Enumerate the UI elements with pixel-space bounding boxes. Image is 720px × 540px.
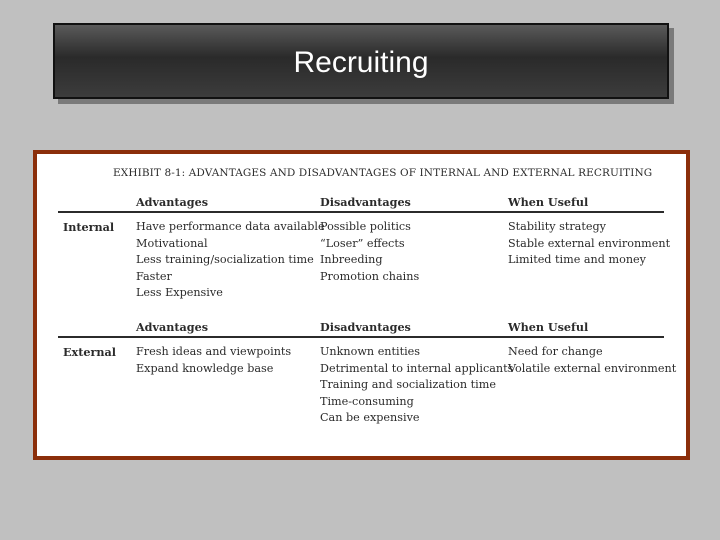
internal-when-useful-header: When Useful (508, 195, 589, 209)
list-item: Training and socialization time (320, 378, 496, 391)
external-header-rule (58, 336, 664, 338)
list-item: Motivational (136, 236, 208, 250)
list-item: Need for change (508, 345, 603, 358)
internal-advantages-header: Advantages (136, 195, 209, 209)
slide-title-bar (53, 23, 669, 99)
external-advantages-header: Advantages (136, 320, 209, 334)
list-item: Inbreeding (320, 253, 383, 266)
external-disadvantages-header: Disadvantages (320, 320, 411, 334)
list-item: Promotion chains (320, 269, 420, 283)
exhibit-caption: EXHIBIT 8-1: ADVANTAGES AND DISADVANTAGES OF INTERNAL AND EXTERNAL RECRUITING (113, 167, 653, 179)
list-item: Have performance data available (136, 220, 325, 233)
list-item: Less Expensive (136, 286, 223, 299)
list-item: Volatile external environment (508, 361, 677, 375)
list-item: Can be expensive (320, 411, 420, 424)
list-item: Faster (136, 269, 172, 283)
list-item: Fresh ideas and viewpoints (136, 345, 292, 358)
slide-title: Recruiting (293, 46, 429, 79)
list-item: Stability strategy (508, 220, 606, 233)
list-item: “Loser” effects (320, 236, 405, 250)
internal-row-label: Internal (63, 220, 115, 234)
external-row-label: External (63, 345, 117, 359)
list-item: Time-consuming (320, 394, 414, 408)
list-item: Less training/socialization time (136, 253, 314, 266)
list-item: Limited time and money (508, 253, 646, 266)
list-item: Unknown entities (320, 345, 421, 358)
internal-disadvantages-header: Disadvantages (320, 195, 411, 209)
external-when-useful-header: When Useful (508, 320, 589, 334)
list-item: Stable external environment (508, 236, 671, 250)
internal-header-rule (58, 211, 664, 213)
list-item: Expand knowledge base (136, 361, 274, 375)
exhibit-table (33, 150, 690, 460)
list-item: Detrimental to internal applicants (320, 361, 514, 375)
list-item: Possible politics (320, 220, 411, 233)
